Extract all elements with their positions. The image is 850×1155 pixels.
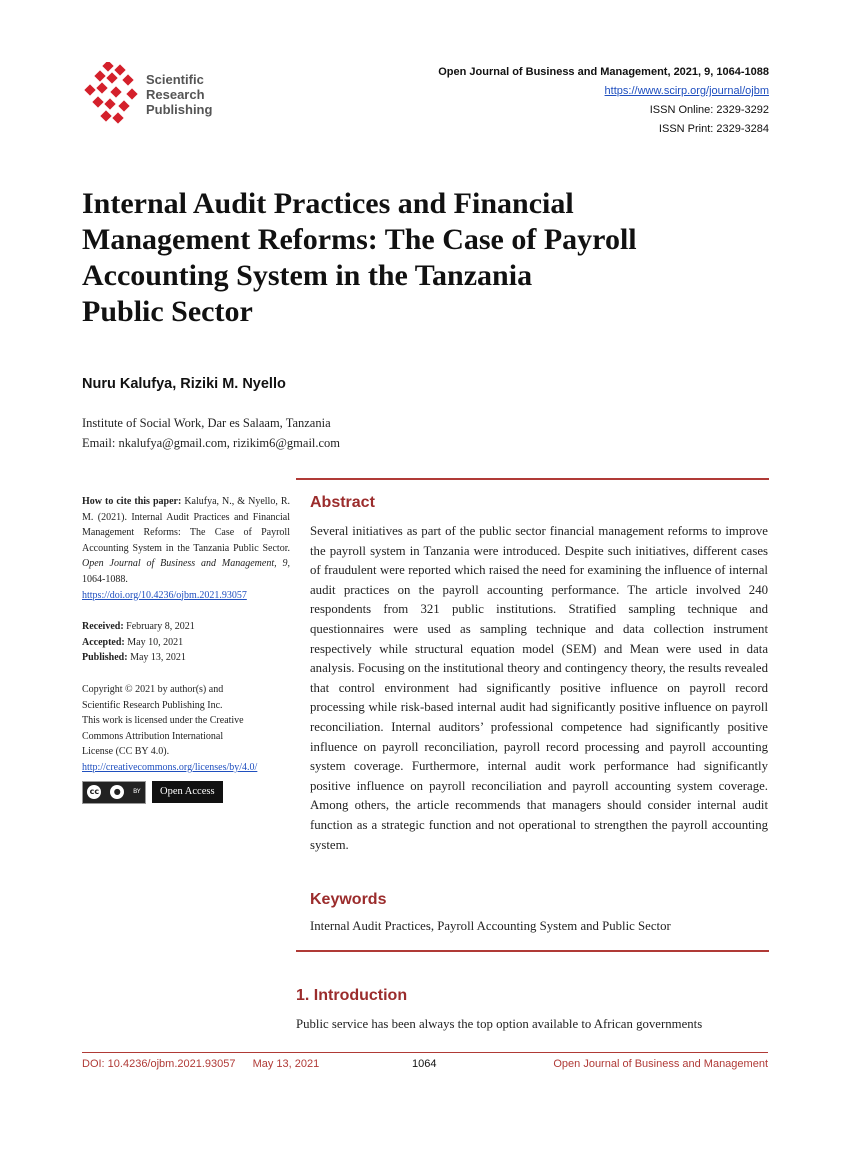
accepted-label: Accepted: bbox=[82, 636, 125, 648]
accepted-date: May 10, 2021 bbox=[127, 636, 184, 648]
cc-by-badge[interactable] bbox=[82, 781, 146, 804]
received-label: Received: bbox=[82, 621, 124, 633]
keywords-text: Internal Audit Practices, Payroll Accounting System and Public Sector bbox=[310, 919, 671, 933]
issn-print: ISSN Print: 2329-3284 bbox=[658, 123, 769, 135]
issn-online: ISSN Online: 2329-3292 bbox=[649, 104, 769, 116]
journal-citation: Open Journal of Business and Management, 2021, 9, 1064-1088 bbox=[438, 66, 769, 78]
copyright-line: This work is licensed under the Creative bbox=[82, 715, 244, 727]
abstract-text: Several initiatives as part of the public sector financial management reforms to improve the payroll system in Tanzania were introduced. Despite such initiatives, different cases of fraudulent were reported which raised the need for examining the influence of internal audit practices on the payroll accounting performance. The article involved 240 respondents from 321 public institutions. Stratified sampling technique and questionnaires were used as sampling technique and data collection instrument respectively while structural equation model (SEM) and Mean were used in data analysis. Focusing on the institutional theory and contingency theory, the results revealed that control environment had significantly positive influence on payroll record processing while risk-based internal audit had significantly positive influence on payroll reconciliation. Internal auditors’ professional competence had significantly positive influence on payroll reconciliation, payroll record processing and payroll accounting system coverage. Furthermore, internal audit work performance had significantly positive influence on payroll reconciliation and payroll accounting system coverage. Among others, the article recommends that managers should consider internal audit function as a strategic function and not operational to strengthen the payroll accounting system. bbox=[310, 524, 768, 852]
published-date: May 13, 2021 bbox=[130, 652, 186, 664]
journal-url-link[interactable]: https://www.scirp.org/journal/ojbm bbox=[604, 85, 769, 97]
affiliation-block bbox=[82, 413, 340, 453]
open-access-badge[interactable]: Open Access bbox=[152, 781, 223, 803]
title-line: Public Sector bbox=[82, 295, 253, 328]
title-line: Accounting System in the Tanzania bbox=[82, 259, 533, 292]
received-date: February 8, 2021 bbox=[126, 621, 195, 633]
introduction-text: Public service has been always the top option available to African governments bbox=[296, 1017, 703, 1031]
publication-dates bbox=[82, 619, 290, 666]
license-link[interactable]: http://creativecommons.org/licenses/by/4.0/ bbox=[82, 761, 258, 773]
cite-journal: Open Journal of Business and Management, 9, bbox=[82, 558, 290, 570]
page-footer bbox=[82, 1058, 768, 1070]
copyright-line: License (CC BY 4.0). bbox=[82, 746, 170, 758]
cite-pages: 1064-1088. bbox=[82, 573, 128, 585]
title-line: Management Reforms: The Case of Payroll bbox=[82, 223, 637, 256]
abstract-top-rule bbox=[296, 478, 769, 480]
copyright-notice bbox=[82, 682, 290, 776]
authors: Nuru Kalufya, Riziki M. Nyello bbox=[82, 376, 286, 392]
cc-by-label: BY bbox=[133, 788, 141, 796]
citation-sidebar bbox=[82, 494, 290, 804]
paper-title bbox=[82, 186, 722, 330]
creative-commons-icon: cc bbox=[87, 785, 101, 799]
footer-journal: Open Journal of Business and Management bbox=[553, 1058, 768, 1070]
author-emails: Email: nkalufya@gmail.com, rizikim6@gmail.com bbox=[82, 436, 341, 450]
copyright-line: Scientific Research Publishing Inc. bbox=[82, 699, 223, 711]
page-number: 1064 bbox=[412, 1058, 437, 1070]
logo-line: Scientific bbox=[146, 72, 204, 87]
keywords-heading: Keywords bbox=[310, 891, 387, 908]
title-line: Internal Audit Practices and Financial bbox=[82, 187, 574, 220]
keywords-bottom-rule bbox=[296, 950, 769, 952]
logo-line: Publishing bbox=[146, 102, 213, 117]
publisher-logo-text bbox=[146, 72, 212, 117]
attribution-person-icon: ● bbox=[110, 785, 124, 799]
footer-doi: DOI: 10.4236/ojbm.2021.93057 bbox=[82, 1058, 236, 1070]
introduction-heading: 1. Introduction bbox=[296, 987, 408, 1004]
affiliation: Institute of Social Work, Dar es Salaam, Tanzania bbox=[82, 416, 331, 430]
journal-meta bbox=[438, 63, 769, 139]
doi-link[interactable]: https://doi.org/10.4236/ojbm.2021.93057 bbox=[82, 589, 247, 601]
how-to-cite bbox=[82, 494, 290, 603]
copyright-line: Commons Attribution International bbox=[82, 730, 224, 742]
abstract-heading: Abstract bbox=[310, 494, 375, 511]
cite-text: Kalufya, N., & Nyello, R. M. (2021). Internal Audit Practices and Financial Management Reforms: The Case of Payroll Accounting System in the Tanzania Public Sector. bbox=[82, 496, 291, 554]
license-badges bbox=[82, 781, 290, 804]
logo-line: Research bbox=[146, 87, 205, 102]
footer-rule bbox=[82, 1052, 768, 1053]
published-label: Published: bbox=[82, 652, 128, 664]
copyright-line: Copyright © 2021 by author(s) and bbox=[82, 683, 224, 695]
footer-date: May 13, 2021 bbox=[252, 1058, 320, 1070]
cite-label: How to cite this paper: bbox=[82, 496, 182, 507]
